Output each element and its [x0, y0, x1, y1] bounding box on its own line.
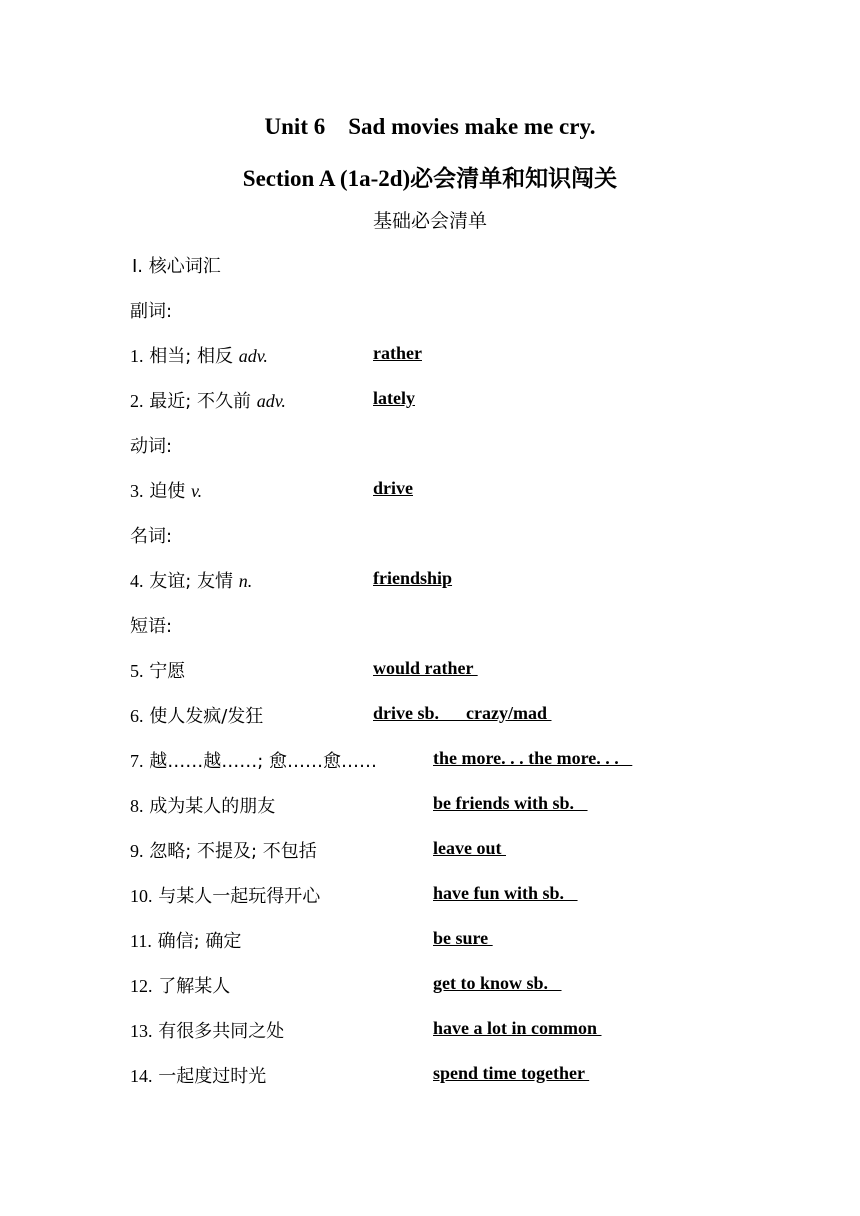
vocab-item-2: 2. 最近; 不久前 adv. — [130, 391, 286, 412]
answer-14: spend time together — [433, 1063, 590, 1083]
answer-3: drive — [373, 478, 413, 498]
answer-1: rather — [373, 343, 422, 363]
answer-10: have fun with sb. — [433, 883, 578, 903]
answer-6: drive sb. crazy/mad — [373, 703, 552, 723]
vocab-item-11: 11. 确信; 确定 — [130, 931, 242, 952]
group-label-verbs: 动词: — [130, 436, 173, 457]
vocab-item-1: 1. 相当; 相反 adv. — [130, 346, 268, 367]
answer-13: have a lot in common — [433, 1018, 602, 1038]
part-heading: Ⅰ. 核心词汇 — [132, 256, 221, 277]
answer-2: lately — [373, 388, 415, 408]
answer-9: leave out — [433, 838, 506, 858]
answer-8: be friends with sb. — [433, 793, 588, 813]
vocab-item-6: 6. 使人发疯/发狂 — [130, 706, 264, 727]
vocab-item-13: 13. 有很多共同之处 — [130, 1021, 285, 1042]
vocab-item-10: 10. 与某人一起玩得开心 — [130, 886, 321, 907]
vocab-item-14: 14. 一起度过时光 — [130, 1066, 267, 1087]
vocab-item-3: 3. 迫使 v. — [130, 481, 203, 502]
vocab-item-12: 12. 了解某人 — [130, 976, 231, 997]
page-title: Unit 6 Sad movies make me cry. — [264, 114, 596, 139]
answer-11: be sure — [433, 928, 493, 948]
answer-7: the more. . . the more. . . — [433, 748, 633, 768]
vocab-item-9: 9. 忽略; 不提及; 不包括 — [130, 841, 317, 862]
group-label-nouns: 名词: — [130, 526, 173, 547]
vocab-item-5: 5. 宁愿 — [130, 661, 186, 682]
answer-5: would rather — [373, 658, 478, 678]
group-label-adverbs: 副词: — [130, 301, 173, 322]
group-label-phrases: 短语: — [130, 616, 173, 637]
vocab-item-8: 8. 成为某人的朋友 — [130, 796, 276, 817]
answer-12: get to know sb. — [433, 973, 562, 993]
section-heading: 基础必会清单 — [372, 210, 487, 232]
page-subtitle: Section A (1a-2d)必会清单和知识闯关 — [242, 166, 618, 191]
answer-4: friendship — [373, 568, 453, 588]
vocab-item-7: 7. 越……越……; 愈……愈…… — [130, 751, 378, 772]
vocab-item-4: 4. 友谊; 友情 n. — [130, 571, 253, 592]
